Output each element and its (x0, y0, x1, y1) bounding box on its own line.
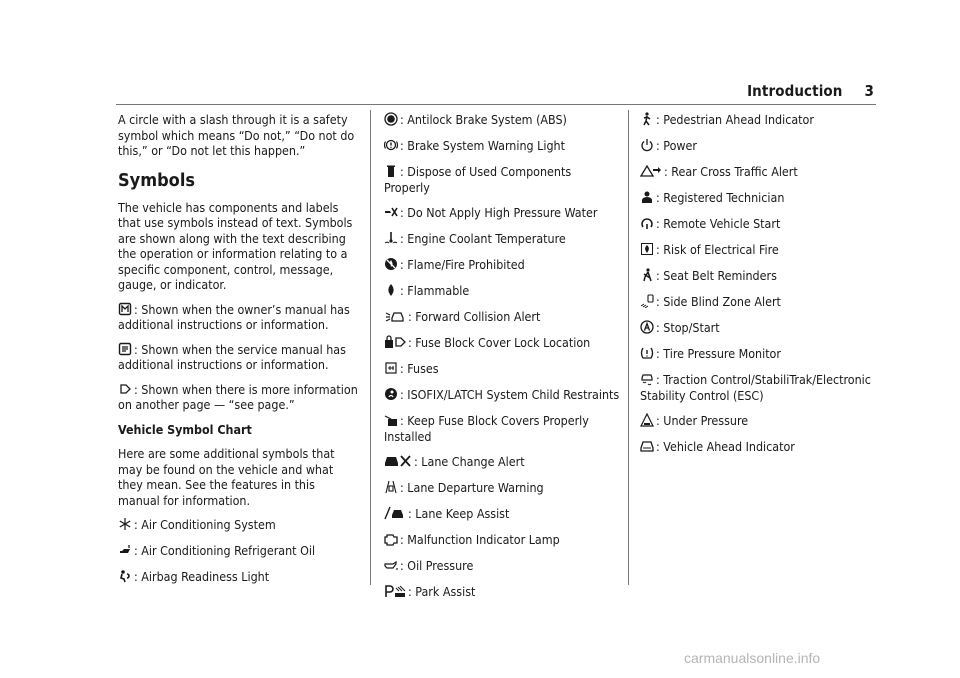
column-divider (628, 110, 629, 585)
high-pressure-water-icon (384, 205, 398, 219)
brake-warning-icon (384, 138, 398, 152)
list-item: : Pedestrian Ahead Indicator (640, 112, 876, 128)
watermark: carmanualsonline.info (684, 650, 821, 666)
lane-keep-icon (384, 506, 406, 520)
list-item: : Fuse Block Cover Lock Location (384, 335, 620, 351)
see-page-icon (118, 382, 132, 396)
list-item: : Brake System Warning Light (384, 138, 620, 154)
fuse-cover-icon (384, 413, 398, 427)
list-item: : Side Blind Zone Alert (640, 294, 876, 310)
flame-icon (384, 283, 398, 297)
list-item: : Flammable (384, 283, 620, 299)
list-item: : Engine Coolant Temperature (384, 231, 620, 247)
electrical-fire-icon (640, 242, 654, 256)
power-icon (640, 138, 654, 152)
under-pressure-icon (640, 413, 654, 427)
snowflake-icon (118, 517, 132, 531)
header-divider (116, 104, 876, 105)
list-item: : Air Conditioning System (118, 517, 358, 533)
list-item: : Lane Keep Assist (384, 506, 620, 522)
list-item: : Risk of Electrical Fire (640, 242, 876, 258)
symbols-heading: Symbols (118, 169, 196, 191)
engine-icon (384, 532, 398, 546)
column-1 (118, 112, 358, 595)
list-item: : Forward Collision Alert (384, 309, 620, 325)
chart-paragraph: Here are some additional symbols that may be found on the vehicle and what they mean. See the features in this manual for information. (118, 446, 335, 508)
list-item: : Lane Change Alert (384, 454, 620, 470)
seat-belt-icon (640, 268, 654, 282)
chart-heading: Vehicle Symbol Chart (118, 421, 252, 437)
vehicle-ahead-icon (640, 439, 654, 453)
list-item: : Airbag Readiness Light (118, 569, 358, 585)
lane-departure-icon (384, 480, 398, 494)
service-manual-icon (118, 342, 132, 356)
list-item: : Remote Vehicle Start (640, 216, 876, 232)
no-flame-icon (384, 257, 398, 271)
pedestrian-icon (640, 112, 654, 126)
list-item: : ISOFIX/LATCH System Child Restraints (384, 387, 620, 403)
airbag-icon (118, 569, 132, 583)
lane-change-icon (384, 454, 412, 468)
list-item: : Dispose of Used Components Properly (384, 164, 572, 195)
owner-manual-icon (118, 302, 132, 316)
list-item: : Malfunction Indicator Lamp (384, 532, 620, 548)
park-assist-icon (384, 584, 406, 598)
list-item: : Rear Cross Traffic Alert (640, 164, 876, 180)
list-item: : Vehicle Ahead Indicator (640, 439, 876, 455)
oil-pressure-icon (384, 558, 398, 572)
list-item: : Keep Fuse Block Covers Properly Installed (384, 413, 589, 444)
tire-pressure-icon (640, 346, 654, 360)
page-header (747, 82, 874, 100)
list-item: : Lane Departure Warning (384, 480, 620, 496)
list-item: : Flame/Fire Prohibited (384, 257, 620, 273)
symbols-paragraph: The vehicle has components and labels that use symbols instead of text. Symbols are shown along with the text describing the operation or information relating to a specific component, control, message, gauge, or indicator. (118, 199, 353, 292)
list-item: : Antilock Brake System (ABS) (384, 112, 620, 128)
owner-manual-note: : Shown when the owner’s manual has additional instructions or information. (118, 301, 350, 332)
list-item: : Do Not Apply High Pressure Water (384, 205, 620, 221)
list-item: : Stop/Start (640, 320, 876, 336)
list-item: : Traction Control/StabiliTrak/Electronic Stability Control (ESC) (640, 372, 871, 403)
list-item: : Registered Technician (640, 190, 876, 206)
list-item: : Tire Pressure Monitor (640, 346, 876, 362)
list-item: : Fuses (384, 361, 620, 377)
column-divider (370, 110, 371, 585)
coolant-temperature-icon (384, 231, 398, 245)
list-item: : Power (640, 138, 876, 154)
traction-control-icon (640, 372, 654, 386)
fuses-icon (384, 361, 398, 375)
page-number: 3 (864, 82, 874, 100)
remote-start-icon (640, 216, 654, 230)
fuse-lock-icon (384, 335, 406, 349)
section-title: Introduction (747, 82, 843, 100)
rear-cross-traffic-icon (640, 164, 662, 178)
list-item: : Oil Pressure (384, 558, 620, 574)
column-3 (640, 112, 876, 465)
list-item: : Seat Belt Reminders (640, 268, 876, 284)
refrigerant-oil-icon (118, 543, 132, 557)
list-item: : Under Pressure (640, 413, 876, 429)
list-item: : Air Conditioning Refrigerant Oil (118, 543, 358, 559)
blind-zone-icon (640, 294, 654, 308)
list-item: : Park Assist (384, 584, 620, 600)
dispose-icon (384, 164, 398, 178)
service-manual-note: : Shown when the service manual has additional instructions or information. (118, 341, 346, 372)
forward-collision-icon (384, 309, 406, 323)
abs-icon (384, 112, 398, 126)
stop-start-icon (640, 320, 654, 334)
technician-icon (640, 190, 654, 204)
intro-paragraph: A circle with a slash through it is a safety symbol which means “Do not,” “Do not do this,” or “Do not let this happen.” (118, 112, 355, 158)
child-restraint-icon (384, 387, 398, 401)
column-2 (384, 112, 620, 610)
see-page-note: : Shown when there is more information on another page — “see page.” (118, 381, 358, 412)
